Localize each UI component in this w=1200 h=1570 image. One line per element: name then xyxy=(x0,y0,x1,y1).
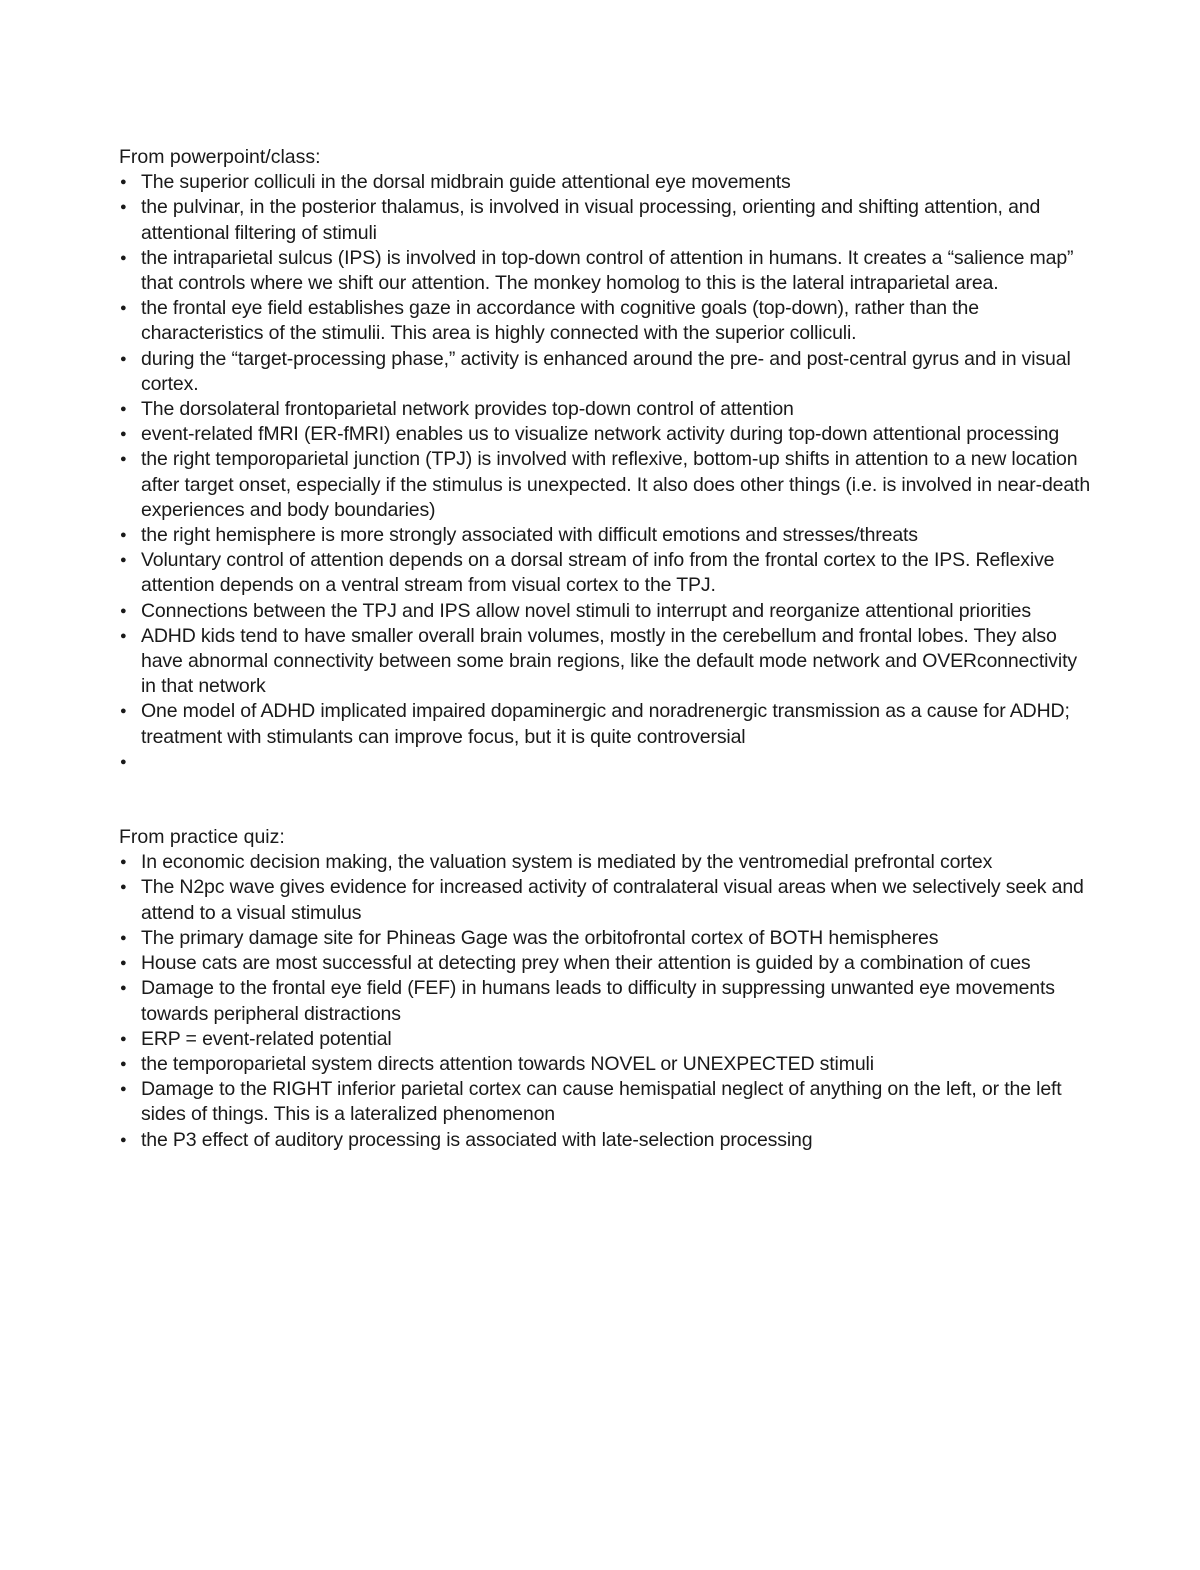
bullet-icon: ● xyxy=(120,629,127,642)
list-item-text: the pulvinar, in the posterior thalamus, is involved in visual processing, orienting and shifting attention, and attentional filtering of stimuli xyxy=(141,196,1041,244)
list-item-text: ADHD kids tend to have smaller overall brain volumes, mostly in the cerebellum and frontal lobes. They also have abnormal connectivity between some brain regions, like the default mode network and OVERconnectivity in that network xyxy=(141,624,1077,698)
list-item-text: the P3 effect of auditory processing is associated with late-selection processing xyxy=(141,1128,813,1151)
list-item-text: Voluntary control of attention depends on a dorsal stream of info from the frontal cortex to the IPS. Reflexive attention depends on a ventral stream from visual cortex to the TPJ. xyxy=(141,549,1055,597)
bullet-icon: ● xyxy=(120,302,127,315)
list-item xyxy=(119,875,1094,925)
list-item-text: the temporoparietal system directs attention towards NOVEL or UNEXPECTED stimuli xyxy=(141,1052,874,1075)
list-item xyxy=(119,976,1094,1026)
list-item-text: The dorsolateral frontoparietal network provides top-down control of attention xyxy=(141,398,794,421)
bullet-list xyxy=(119,850,1094,1152)
bullet-icon: ● xyxy=(120,604,127,617)
bullet-icon: ● xyxy=(120,403,127,416)
list-item xyxy=(119,1077,1094,1127)
list-item-empty xyxy=(119,750,1094,775)
list-item-text: One model of ADHD implicated impaired dopaminergic and noradrenergic transmission as a cause for ADHD; treatment with stimulants can improve focus, but it is quite controversial xyxy=(141,700,1070,748)
list-item xyxy=(119,951,1094,976)
bullet-icon: ● xyxy=(120,881,127,894)
bullet-icon: ● xyxy=(120,529,127,542)
list-item-text: House cats are most successful at detecting prey when their attention is guided by a combination of cues xyxy=(141,952,1031,975)
bullet-icon: ● xyxy=(120,705,127,718)
bullet-icon: ● xyxy=(120,982,127,995)
document-page xyxy=(119,145,1094,1153)
list-item xyxy=(119,926,1094,951)
bullet-icon: ● xyxy=(120,554,127,567)
section-heading: From powerpoint/class: xyxy=(119,146,321,168)
list-item-text: In economic decision making, the valuation system is mediated by the ventromedial prefrontal cortex xyxy=(141,851,993,874)
section-heading: From practice quiz: xyxy=(119,826,285,849)
bullet-icon: ● xyxy=(120,201,127,214)
list-item xyxy=(119,1128,1094,1153)
bullet-icon: ● xyxy=(120,755,127,768)
bullet-icon: ● xyxy=(120,428,127,441)
list-item xyxy=(119,195,1094,245)
list-item-text: The primary damage site for Phineas Gage was the orbitofrontal cortex of BOTH hemispheres xyxy=(141,926,939,949)
section-powerpoint-class xyxy=(119,145,1094,775)
list-item-text: ERP = event-related potential xyxy=(141,1027,392,1050)
list-item xyxy=(119,447,1094,523)
bullet-icon: ● xyxy=(120,251,127,264)
list-item-text: the right hemisphere is more strongly associated with difficult emotions and stresses/threats xyxy=(141,524,918,547)
list-item xyxy=(119,246,1094,296)
bullet-icon: ● xyxy=(120,931,127,944)
list-item-text: the right temporoparietal junction (TPJ) is involved with reflexive, bottom-up shifts in attention to a new location after target onset, especially if the stimulus is unexpected. It also does other things (i.e. is involved in near-death experiences and body boundaries) xyxy=(141,448,1091,521)
bullet-icon: ● xyxy=(120,1133,127,1146)
section-practice-quiz xyxy=(119,825,1094,1153)
bullet-icon: ● xyxy=(120,856,127,869)
list-item-text: Damage to the frontal eye field (FEF) in humans leads to difficulty in suppressing unwanted eye movements towards peripheral distractions xyxy=(141,977,1055,1025)
bullet-icon: ● xyxy=(120,176,127,189)
bullet-icon: ● xyxy=(120,1032,127,1045)
list-item xyxy=(119,699,1094,749)
bullet-icon: ● xyxy=(120,352,127,365)
list-item xyxy=(119,548,1094,598)
list-item-text: Connections between the TPJ and IPS allow novel stimuli to interrupt and reorganize attentional priorities xyxy=(141,599,1031,622)
list-item xyxy=(119,523,1094,548)
list-item xyxy=(119,1027,1094,1052)
bullet-icon: ● xyxy=(120,453,127,466)
list-item xyxy=(119,296,1094,346)
list-item xyxy=(119,850,1094,875)
bullet-icon: ● xyxy=(120,1083,127,1096)
list-item-text: the intraparietal sulcus (IPS) is involved in top-down control of attention in humans. It creates a “salience map” that controls where we shift our attention. The monkey homolog to this is the lateral intraparietal area. xyxy=(141,246,1074,295)
list-item-text: event-related fMRI (ER-fMRI) enables us to visualize network activity during top-down attentional processing xyxy=(141,423,1060,446)
list-item xyxy=(119,1052,1094,1077)
list-item-text: during the “target-processing phase,” activity is enhanced around the pre- and post-central gyrus and in visual cortex. xyxy=(141,347,1071,395)
bullet-list xyxy=(119,170,1094,775)
list-item xyxy=(119,624,1094,700)
list-item-text: The N2pc wave gives evidence for increased activity of contralateral visual areas when we selectively seek and attend to a visual stimulus xyxy=(141,876,1084,924)
bullet-icon: ● xyxy=(120,1057,127,1070)
list-item-text: Damage to the RIGHT inferior parietal cortex can cause hemispatial neglect of anything on the left, or the left sides of things. This is a lateralized phenomenon xyxy=(141,1078,1062,1126)
bullet-icon: ● xyxy=(120,957,127,970)
list-item-text: the frontal eye field establishes gaze in accordance with cognitive goals (top-down), rather than the characteristics of the stimulii. This area is highly connected with the superior colliculi. xyxy=(141,297,979,345)
list-item xyxy=(119,170,1094,195)
list-item xyxy=(119,347,1094,397)
section-spacer xyxy=(119,775,1094,825)
list-item xyxy=(119,422,1094,447)
list-item xyxy=(119,397,1094,422)
list-item xyxy=(119,599,1094,624)
list-item-text: The superior colliculi in the dorsal midbrain guide attentional eye movements xyxy=(141,171,791,194)
